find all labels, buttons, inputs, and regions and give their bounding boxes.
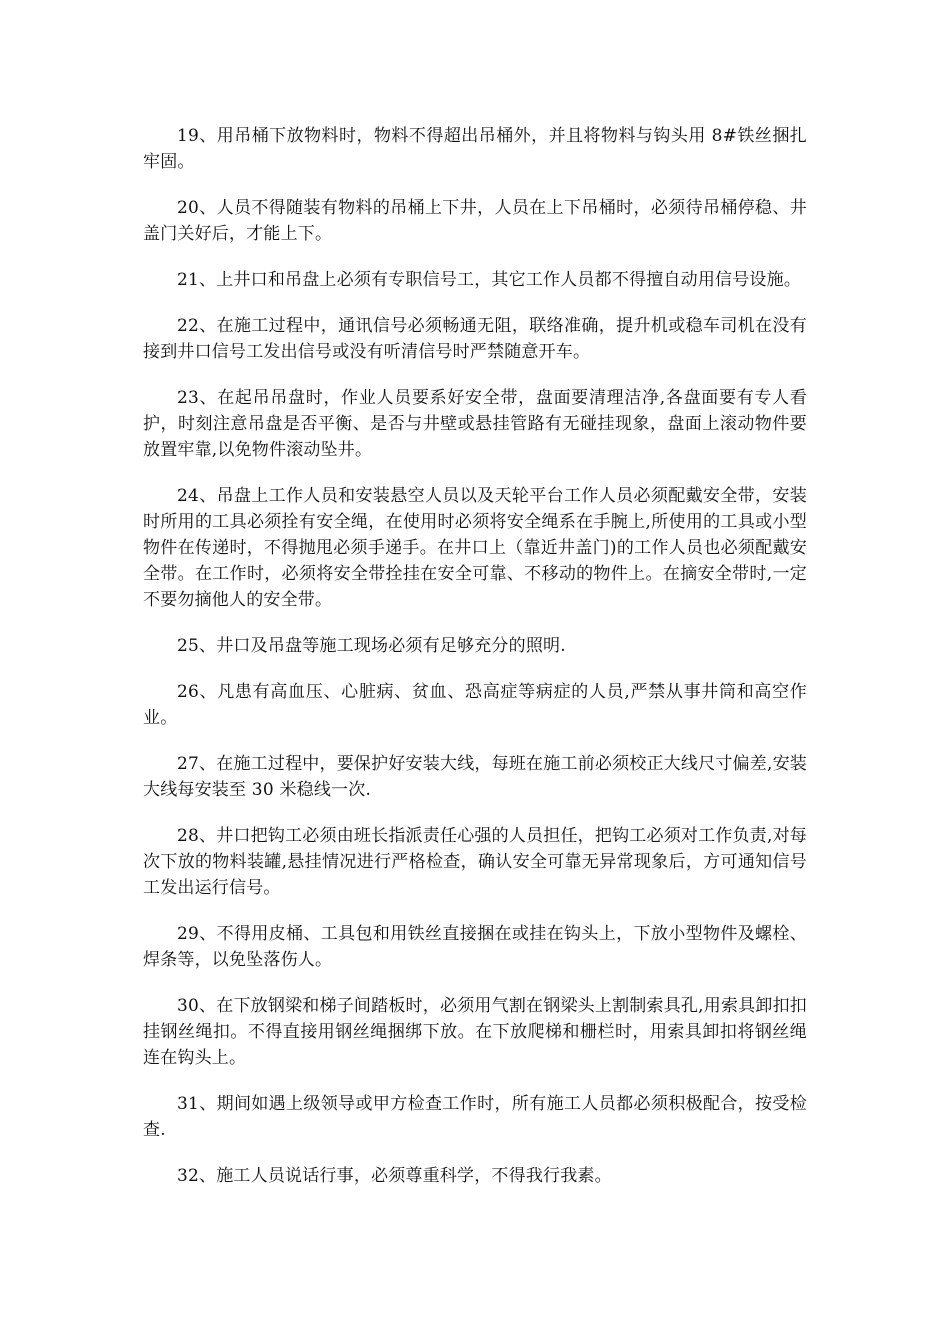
document-body xyxy=(143,123,807,1209)
paragraph-19: 19、用吊桶下放物料时，物料不得超出吊桶外，并且将物料与钩头用 8#铁丝捆扎牢固。 xyxy=(143,126,807,172)
paragraph-28: 28、井口把钩工必须由班长指派责任心强的人员担任，把钩工必须对工作负责,对每次下放的物料装罐,悬挂情况进行严格检查，确认安全可靠无异常现象后，方可通知信号工发出运行信号。 xyxy=(143,826,807,898)
paragraph-30: 30、在下放钢梁和梯子间踏板时，必须用气割在钢梁头上割制索具孔,用索具卸扣扣挂钢丝绳扣。不得直接用钢丝绳捆绑下放。在下放爬梯和栅栏时，用索具卸扣将钢丝绳连在钩头上。 xyxy=(143,996,807,1068)
paragraph-29: 29、不得用皮桶、工具包和用铁丝直接捆在或挂在钩头上，下放小型物件及螺栓、焊条等，以免坠落伤人。 xyxy=(143,924,807,970)
paragraph-22: 22、在施工过程中，通讯信号必须畅通无阻，联络准确，提升机或稳车司机在没有接到井口信号工发出信号或没有听清信号时严禁随意开车。 xyxy=(143,316,807,362)
paragraph-20: 20、人员不得随装有物料的吊桶上下井，人员在上下吊桶时，必须待吊桶停稳、井盖门关好后，才能上下。 xyxy=(143,198,807,244)
paragraph-25: 25、井口及吊盘等施工现场必须有足够充分的照明. xyxy=(177,636,566,656)
paragraph-24: 24、吊盘上工作人员和安装悬空人员以及天轮平台工作人员必须配戴安全带，安装时所用的工具必须拴有安全绳，在使用时必须将安全绳系在手腕上,所使用的工具或小型物件在传递时，不得抛甩必须手递手。在井口上（靠近井盖门)的工作人员也必须配戴安全带。在工作时，必须将安全带拴挂在安全可靠、不移动的物件上。在摘安全带时,一定不要勿摘他人的安全带。 xyxy=(143,486,807,610)
paragraph-26: 26、凡患有高血压、心脏病、贫血、恐高症等病症的人员,严禁从事井筒和高空作业。 xyxy=(143,682,807,728)
paragraph-32: 32、施工人员说话行事，必须尊重科学，不得我行我素。 xyxy=(177,1166,612,1186)
paragraph-31: 31、期间如遇上级领导或甲方检查工作时，所有施工人员都必须积极配合，按受检查. xyxy=(143,1094,807,1140)
paragraph-27: 27、在施工过程中，要保护好安装大线，每班在施工前必须校正大线尺寸偏差,安装大线每安装至 30 米稳线一次. xyxy=(143,754,807,800)
paragraph-21: 21、上井口和吊盘上必须有专职信号工，其它工作人员都不得擅自动用信号设施。 xyxy=(177,270,802,290)
paragraph-23: 23、在起吊吊盘时，作业人员要系好安全带，盘面要清理洁净,各盘面要有专人看护，时刻注意吊盘是否平衡、是否与井壁或悬挂管路有无碰挂现象，盘面上滚动物件要放置牢靠,以免物件滚动坠井。 xyxy=(143,388,807,460)
